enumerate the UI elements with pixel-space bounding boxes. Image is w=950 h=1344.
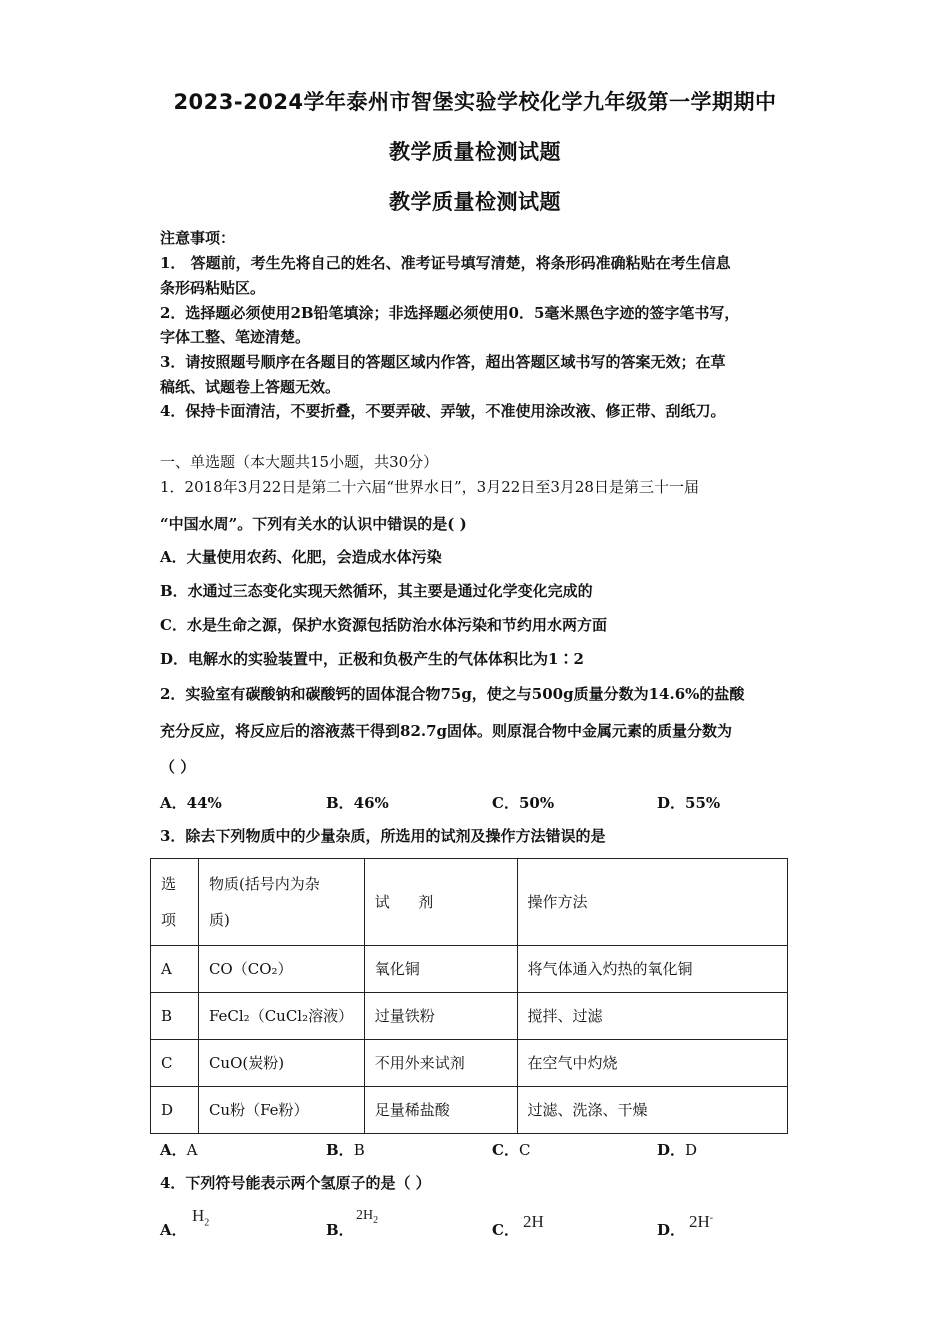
q2-option-a: A．44% <box>160 794 222 812</box>
q3-table <box>150 858 788 1134</box>
q3-option-a-label: A． <box>160 1141 187 1159</box>
q1-option-c: C．水是生命之源，保护水资源包括防治水体污染和节约用水两方面 <box>160 616 607 634</box>
row-reagent: 过量铁粉 <box>364 993 517 1040</box>
q4-option-a-label: A． <box>160 1221 187 1239</box>
q3-option-c-value: C <box>518 1141 531 1159</box>
row-method: 搅拌、过滤 <box>517 993 788 1040</box>
q3-option-b-label: B． <box>326 1141 354 1159</box>
row-reagent: 氧化铜 <box>364 946 517 993</box>
q4-option-b-formula <box>356 1208 378 1226</box>
q1-option-d: D．电解水的实验装置中，正极和负极产生的气体体积比为1∶2 <box>160 650 584 668</box>
q2-option-c: C．50% <box>492 794 555 812</box>
notice-item3-a: 3．请按照题号顺序在各题目的答题区域内作答，超出答题区域书写的答案无效；在草 <box>160 353 726 371</box>
row-method: 过滤、洗涤、干燥 <box>517 1087 788 1134</box>
q3-option-b <box>326 1139 365 1160</box>
notice-item4: 4．保持卡面清洁，不要折叠，不要弄破、弄皱，不准使用涂改液、修正带、刮纸刀。 <box>160 402 726 420</box>
row-substance: CuO(炭粉) <box>198 1040 364 1087</box>
row-substance: Cu粉（Fe粉） <box>198 1087 364 1134</box>
q4-d-main: 2H <box>689 1212 710 1231</box>
header-substance-line2: 质) <box>208 911 230 929</box>
exam-title-line1: 2023-2024学年泰州市智堡实验学校化学九年级第一学期期中 <box>173 90 777 114</box>
q3-stem: 3．除去下列物质中的少量杂质，所选用的试剂及操作方法错误的是 <box>160 827 606 845</box>
q3-option-d <box>657 1139 697 1160</box>
row-reagent: 足量稀盐酸 <box>364 1087 517 1134</box>
section1-heading: 一、单选题（本大题共15小题，共30分） <box>160 453 439 471</box>
q3-option-c-label: C． <box>492 1141 519 1159</box>
exam-title-line2: 教学质量检测试题 <box>389 140 561 164</box>
q4-option-a-formula <box>192 1206 209 1228</box>
q3-option-a-value: A <box>186 1141 198 1159</box>
header-option-line1: 选 <box>161 875 177 893</box>
header-substance-line1: 物质(括号内为杂 <box>208 875 320 893</box>
q1-stem-a: 1．2018年3月22日是第二十六届“世界水日”，3月22日至3月28日是第三十一届 <box>160 478 699 496</box>
q1-option-b: B．水通过三态变化实现天然循环，其主要是通过化学变化完成的 <box>160 582 593 600</box>
table-header-row <box>151 859 788 946</box>
row-option: A <box>151 946 199 993</box>
q4-option-d-formula <box>689 1212 713 1232</box>
notice-item1-a: 1． 答题前，考生先将自己的姓名、准考证号填写清楚，将条形码准确粘贴在考生信息 <box>160 254 731 272</box>
q4-b-sub: 2 <box>373 1214 379 1226</box>
q4-c-main: 2H <box>523 1212 544 1231</box>
q4-option-d-label: D． <box>657 1221 686 1239</box>
notice-item2-a: 2．选择题必须使用2B铅笔填涂；非选择题必须使用0．5毫米黑色字迹的签字笔书写， <box>160 304 740 322</box>
row-option: D <box>151 1087 199 1134</box>
header-substance <box>198 859 364 946</box>
row-method: 在空气中灼烧 <box>517 1040 788 1087</box>
row-method: 将气体通入灼热的氧化铜 <box>517 946 788 993</box>
q2-stem-b: 充分反应，将反应后的溶液蒸干得到82.7g固体。则原混合物中金属元素的质量分数为 <box>160 722 733 740</box>
table-row <box>151 946 788 993</box>
q4-b-main: 2H <box>356 1208 374 1223</box>
notice-item1-b: 条形码粘贴区。 <box>160 279 266 297</box>
q4-stem: 4．下列符号能表示两个氢原子的是（ ） <box>160 1174 431 1192</box>
q2-stem-a: 2．实验室有碳酸钠和碳酸钙的固体混合物75g，使之与500g质量分数为14.6%的盐酸 <box>160 685 745 703</box>
notice-item2-b: 字体工整、笔迹清楚。 <box>160 328 311 346</box>
notice-heading: 注意事项： <box>160 229 236 247</box>
header-option-line2: 项 <box>161 911 177 929</box>
header-reagent: 试 剂 <box>364 859 517 946</box>
q4-option-c-formula <box>523 1212 544 1232</box>
row-option: C <box>151 1040 199 1087</box>
q4-a-sub: 2 <box>204 1217 210 1229</box>
q3-option-c <box>492 1139 530 1160</box>
q4-option-b-label: B． <box>326 1221 354 1239</box>
q2-stem-c: （ ） <box>160 758 196 776</box>
row-substance: CO（CO₂） <box>198 946 364 993</box>
exam-title-line3: 教学质量检测试题 <box>389 190 561 214</box>
q3-option-d-label: D． <box>657 1141 686 1159</box>
table-row <box>151 1040 788 1087</box>
q1-option-a: A．大量使用农药、化肥，会造成水体污染 <box>160 548 442 566</box>
row-option: B <box>151 993 199 1040</box>
notice-item3-b: 稿纸、试题卷上答题无效。 <box>160 378 341 396</box>
q3-option-a <box>160 1139 197 1160</box>
q4-option-c-label: C． <box>492 1221 519 1239</box>
q2-option-b: B．46% <box>326 794 389 812</box>
row-substance: FeCl₂（CuCl₂溶液） <box>198 993 364 1040</box>
q4-d-sup: - <box>709 1212 714 1224</box>
table-row <box>151 1087 788 1134</box>
q3-option-d-value: D <box>685 1141 698 1159</box>
table-row <box>151 993 788 1040</box>
header-method: 操作方法 <box>517 859 788 946</box>
q1-stem-b: “中国水周”。下列有关水的认识中错误的是( ) <box>160 515 467 533</box>
header-option <box>151 859 199 946</box>
q3-option-b-value: B <box>353 1141 365 1159</box>
q2-option-d: D．55% <box>657 794 721 812</box>
q4-a-main: H <box>192 1206 205 1225</box>
row-reagent: 不用外来试剂 <box>364 1040 517 1087</box>
